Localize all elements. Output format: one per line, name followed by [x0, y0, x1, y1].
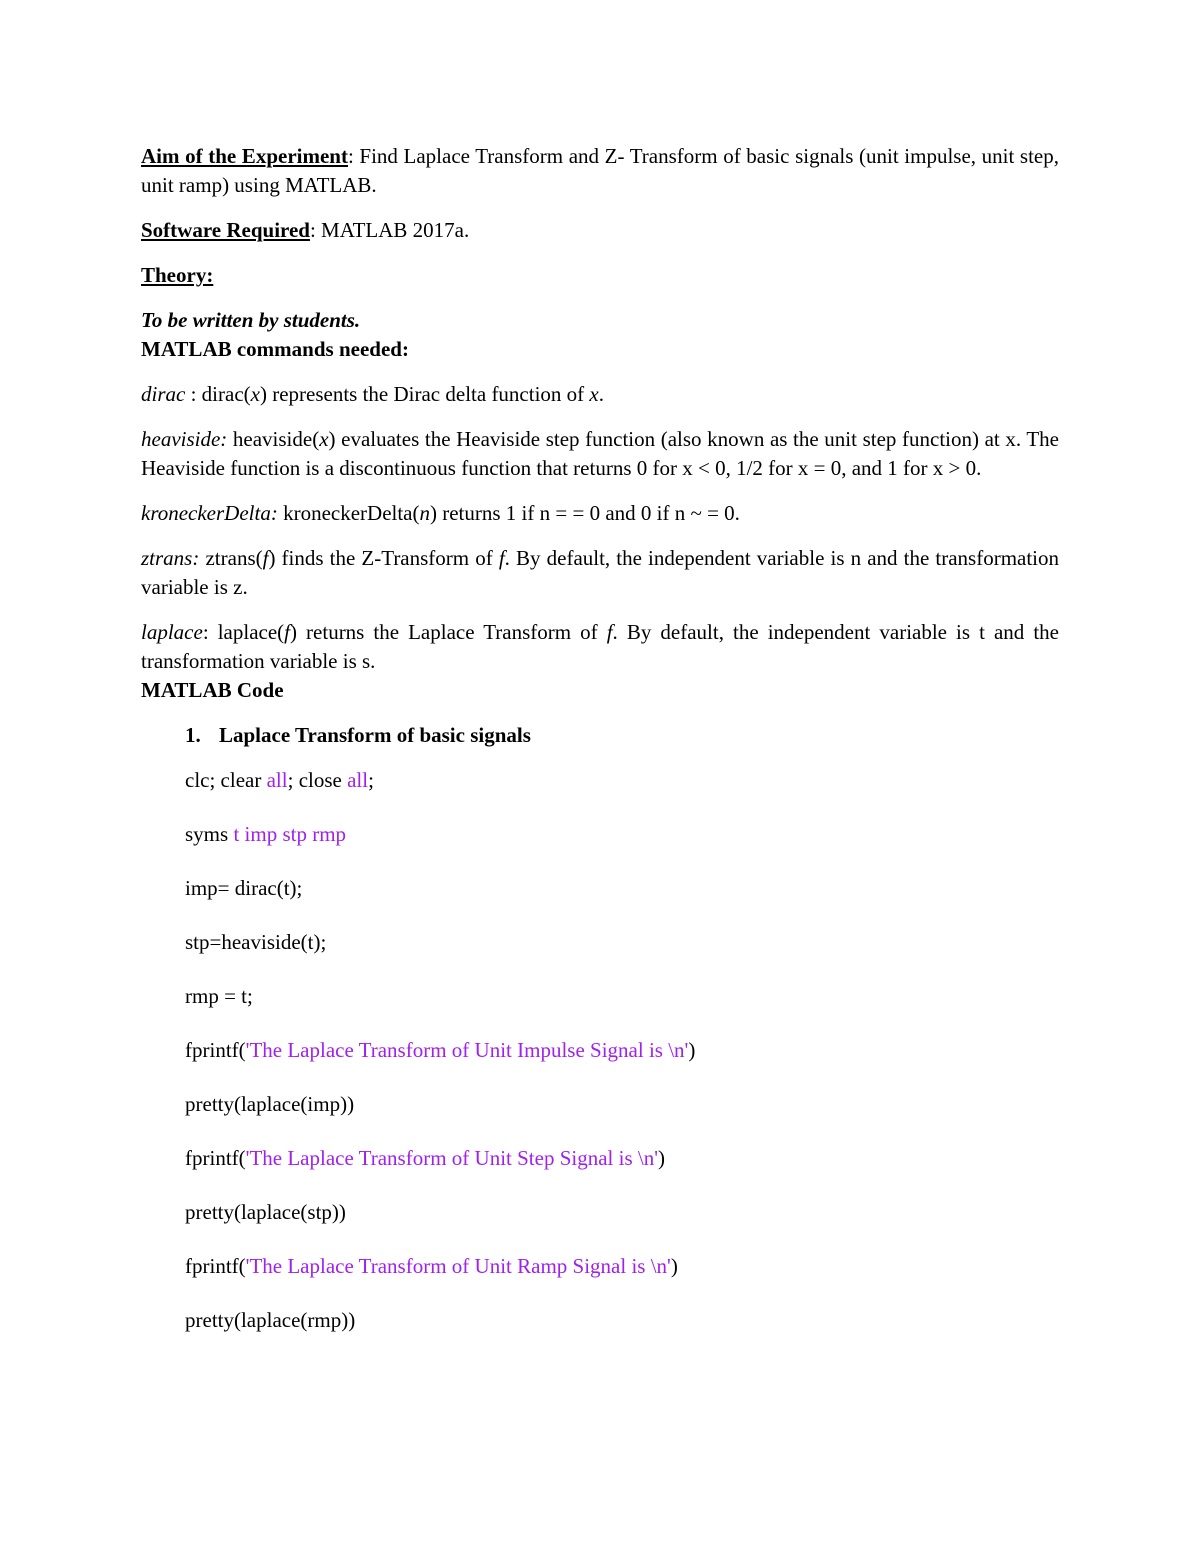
command-arg: x [319, 427, 329, 451]
code-line-7: pretty(laplace(imp)) [185, 1092, 355, 1116]
command-text: . By default, the independent variable is n and the transformation variable is z. [141, 546, 1060, 599]
command-text: ) represents the Dirac delta function of [259, 382, 590, 406]
theory-note [141, 306, 1059, 335]
commands-heading: MATLAB commands needed: [141, 337, 409, 361]
command-var: x [589, 382, 599, 406]
code-text: ; close [287, 768, 348, 792]
code-keyword: all [347, 768, 369, 792]
section-heading-laplace [185, 721, 1059, 750]
code-text: ) [658, 1146, 666, 1170]
code-text: ; [368, 768, 374, 792]
code-text: ) [688, 1038, 696, 1062]
code-string: 'The Laplace Transform of Unit Impulse Signal is \n' [245, 1038, 689, 1062]
command-name: laplace [141, 620, 203, 644]
command-var: f [498, 546, 505, 570]
command-text: ) returns the Laplace Transform of [290, 620, 607, 644]
command-laplace [141, 618, 1059, 676]
code-text: clc; clear [185, 768, 267, 792]
code-line-4: stp=heaviside(t); [185, 930, 327, 954]
theory-heading [141, 261, 1059, 290]
aim-text: : Find Laplace Transform and Z- Transform of basic signals (unit impulse, unit step, unit ramp) using MATLAB. [141, 144, 1059, 197]
software-text: : MATLAB 2017a. [309, 218, 470, 242]
code-text: fprintf( [185, 1038, 246, 1062]
code-text: fprintf( [185, 1254, 246, 1278]
aim-paragraph [141, 142, 1059, 200]
command-text: heaviside( [232, 427, 320, 451]
command-text: . By default, the independent variable is t and the transformation variable is s. [141, 620, 1059, 673]
code-line-9: pretty(laplace(stp)) [185, 1200, 346, 1224]
command-text: ) returns 1 if n = = 0 and 0 if n ~ = 0. [430, 501, 740, 525]
command-arg: n [419, 501, 430, 525]
code-string: 'The Laplace Transform of Unit Ramp Signal is \n' [245, 1254, 671, 1278]
code-text: syms [185, 822, 234, 846]
command-arg: x [250, 382, 260, 406]
code-keyword: all [266, 768, 288, 792]
code-text: ) [670, 1254, 678, 1278]
code-line-1 [185, 766, 1059, 795]
command-sep: : [185, 382, 202, 406]
code-keyword: t imp stp rmp [233, 822, 347, 846]
aim-label: Aim of the Experiment [141, 144, 348, 168]
code-text: fprintf( [185, 1146, 246, 1170]
matlab-code-heading: MATLAB Code [141, 678, 284, 702]
command-text: ) finds the Z-Transform of [268, 546, 499, 570]
code-line-5: rmp = t; [185, 984, 253, 1008]
command-name: dirac [141, 382, 186, 406]
software-label: Software Required [141, 218, 310, 242]
command-name: kroneckerDelta: [141, 501, 278, 525]
command-name: heaviside: [141, 427, 228, 451]
code-line-2 [185, 820, 1059, 849]
command-dirac [141, 380, 1059, 409]
theory-heading-text: Theory: [141, 263, 214, 287]
command-text: ) evaluates the Heaviside step function (also known as the unit step function) at x. The Heaviside function is a discontinuous function that returns 0 for x < 0, 1/2 for x = 0, and 1 for x > 0. [141, 427, 1059, 480]
software-paragraph [141, 216, 1059, 245]
document-page [141, 142, 1059, 1335]
command-text: . [598, 382, 604, 406]
command-text: kroneckerDelta( [283, 501, 420, 525]
theory-note-text: To be written by students. [141, 308, 361, 332]
code-string: 'The Laplace Transform of Unit Step Signal is \n' [245, 1146, 659, 1170]
code-line-3: imp= dirac(t); [185, 876, 303, 900]
command-text: dirac( [201, 382, 251, 406]
command-arg: f [284, 620, 290, 644]
command-ztrans [141, 544, 1059, 602]
code-line-8 [185, 1144, 1059, 1173]
code-line-10 [185, 1252, 1059, 1281]
section-number: 1. [185, 723, 201, 747]
command-kroneckerdelta [141, 499, 1059, 528]
command-name: ztrans: [141, 546, 200, 570]
command-heaviside [141, 425, 1059, 483]
section-title: Laplace Transform of basic signals [219, 723, 531, 747]
command-sep: : [202, 620, 218, 644]
command-arg: f [262, 546, 269, 570]
command-var: f [606, 620, 613, 644]
code-line-6 [185, 1036, 1059, 1065]
command-text: ztrans( [205, 546, 263, 570]
code-line-11: pretty(laplace(rmp)) [185, 1308, 356, 1332]
command-text: laplace( [217, 620, 285, 644]
